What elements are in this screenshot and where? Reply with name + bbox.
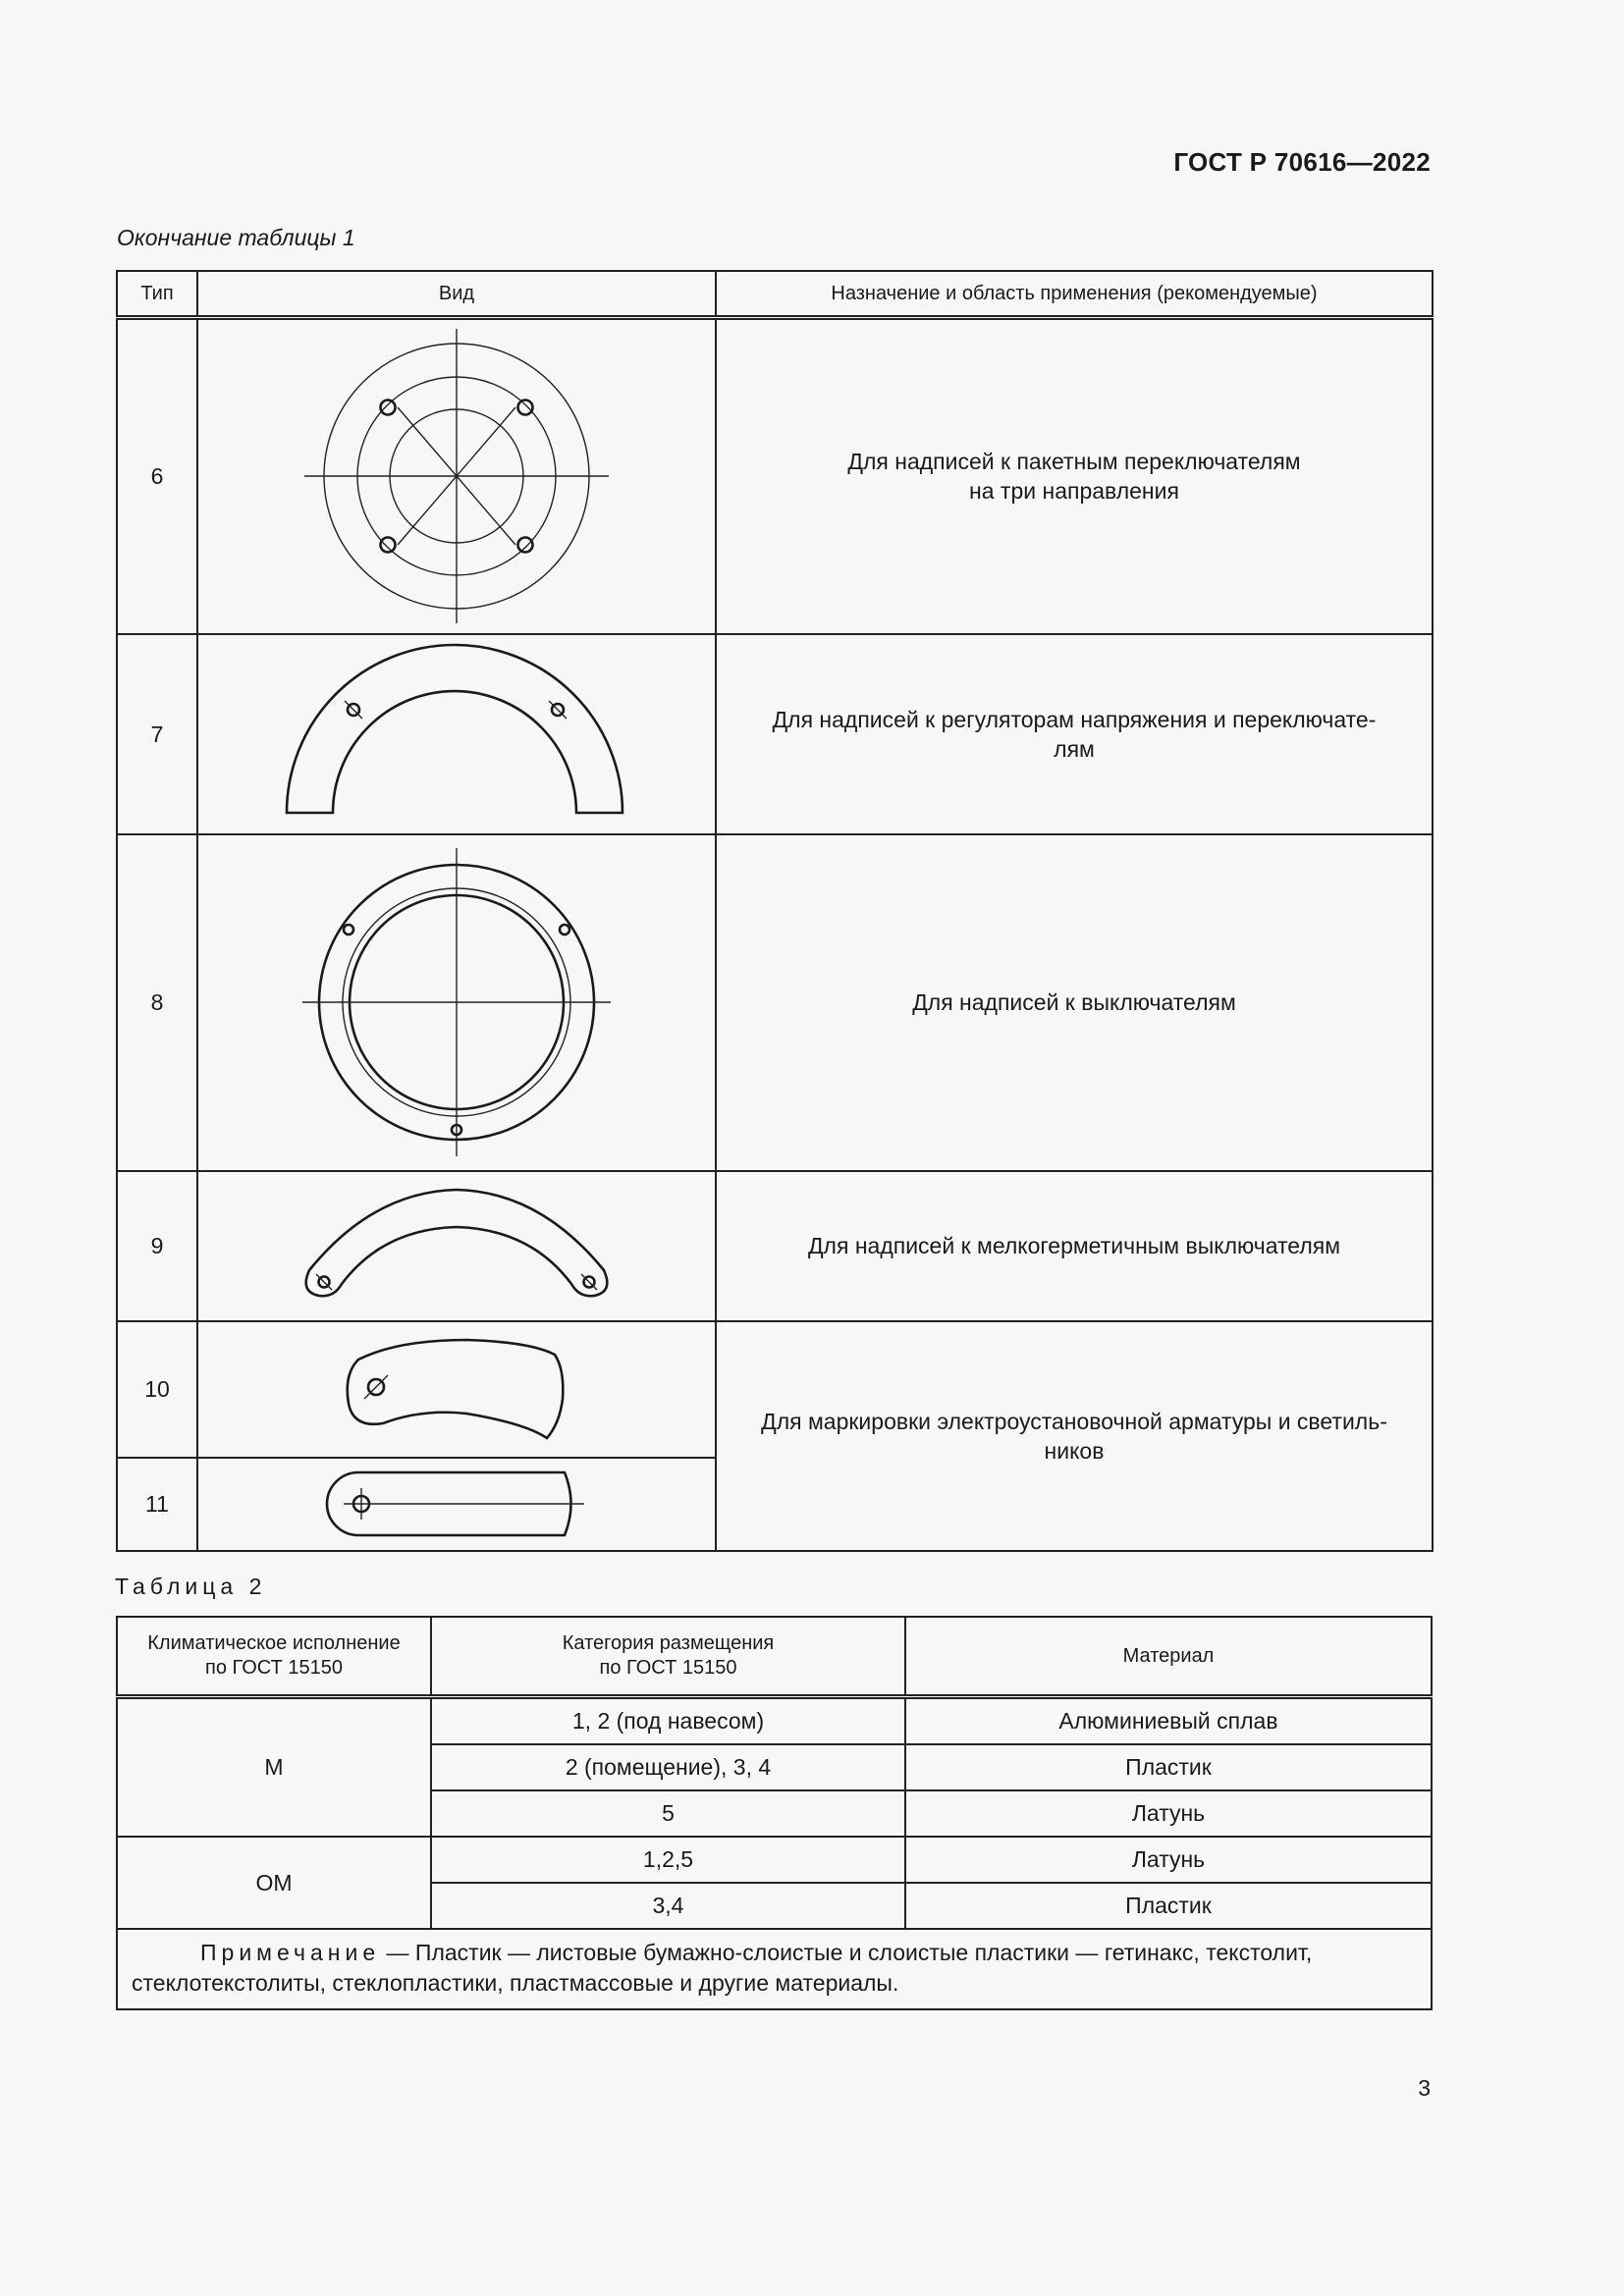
view-cell	[197, 318, 716, 634]
purpose-cell: Для надписей к пакетным переключателям на три направления	[716, 318, 1433, 634]
table-row	[117, 1697, 1432, 1745]
col-header-view: Вид	[197, 271, 716, 318]
col-header-category: Категория размещения по ГОСТ 15150	[431, 1617, 905, 1697]
view-cell	[197, 1171, 716, 1321]
note-cell	[117, 1929, 1432, 2009]
curved-tag-icon	[329, 1330, 584, 1448]
view-cell	[197, 1458, 716, 1551]
material-cell: Пластик	[905, 1744, 1432, 1790]
material-cell: Алюминиевый сплав	[905, 1697, 1432, 1745]
view-cell	[197, 834, 716, 1171]
page-number: 3	[1418, 2075, 1431, 2101]
table2	[116, 1616, 1433, 2010]
purpose-cell: Для маркировки электроустановочной арматуры и светиль- ников	[716, 1321, 1433, 1551]
ring-plate-icon	[295, 845, 619, 1159]
table-row	[117, 1321, 1433, 1458]
note-label: Примечание	[200, 1940, 381, 1965]
round-plate-four-holes-icon	[299, 329, 614, 623]
table2-header-row	[117, 1617, 1432, 1697]
table-row	[117, 834, 1433, 1171]
view-cell	[197, 634, 716, 834]
type-cell: 8	[117, 834, 197, 1171]
view-cell	[197, 1321, 716, 1458]
table1-header-row	[117, 271, 1433, 318]
col-header-purpose: Назначение и область применения (рекомендуемые)	[716, 271, 1433, 318]
type-cell: 10	[117, 1321, 197, 1458]
table1-caption: Окончание таблицы 1	[117, 225, 355, 250]
table1	[116, 270, 1434, 1552]
col-header-climate: Климатическое исполнение по ГОСТ 15150	[117, 1617, 431, 1697]
table-row	[117, 1837, 1432, 1883]
type-cell: 9	[117, 1171, 197, 1321]
table-row	[117, 634, 1433, 834]
type-cell: 11	[117, 1458, 197, 1551]
note-text: — Пластик — листовые бумажно-слоистые и слоистые пластики — гетинакс, текстолит, стеклотекстолиты, стеклопластики, пластмассовые и другие материалы.	[132, 1940, 1313, 1996]
col-header-material: Материал	[905, 1617, 1432, 1697]
col-header-type: Тип	[117, 271, 197, 318]
table-row	[117, 318, 1433, 634]
category-cell: 2 (помещение), 3, 4	[431, 1744, 905, 1790]
note-row	[117, 1929, 1432, 2009]
material-cell: Латунь	[905, 1837, 1432, 1883]
category-cell: 1,2,5	[431, 1837, 905, 1883]
purpose-cell: Для надписей к регуляторам напряжения и переключате- лям	[716, 634, 1433, 834]
table-row	[117, 1171, 1433, 1321]
climate-cell: М	[117, 1697, 431, 1838]
purpose-cell: Для надписей к выключателям	[716, 834, 1433, 1171]
arc-plate-icon	[295, 1182, 619, 1309]
climate-cell: ОМ	[117, 1837, 431, 1929]
table2-caption: Таблица 2	[115, 1574, 267, 1599]
purpose-cell: Для надписей к мелкогерметичным выключателям	[716, 1171, 1433, 1321]
category-cell: 5	[431, 1790, 905, 1837]
half-ring-plate-icon	[280, 641, 633, 828]
material-cell: Латунь	[905, 1790, 1432, 1837]
category-cell: 3,4	[431, 1883, 905, 1929]
material-cell: Пластик	[905, 1883, 1432, 1929]
slotted-strip-icon	[324, 1467, 589, 1541]
type-cell: 6	[117, 318, 197, 634]
document-code: ГОСТ Р 70616—2022	[1173, 147, 1431, 177]
category-cell: 1, 2 (под навесом)	[431, 1697, 905, 1745]
type-cell: 7	[117, 634, 197, 834]
